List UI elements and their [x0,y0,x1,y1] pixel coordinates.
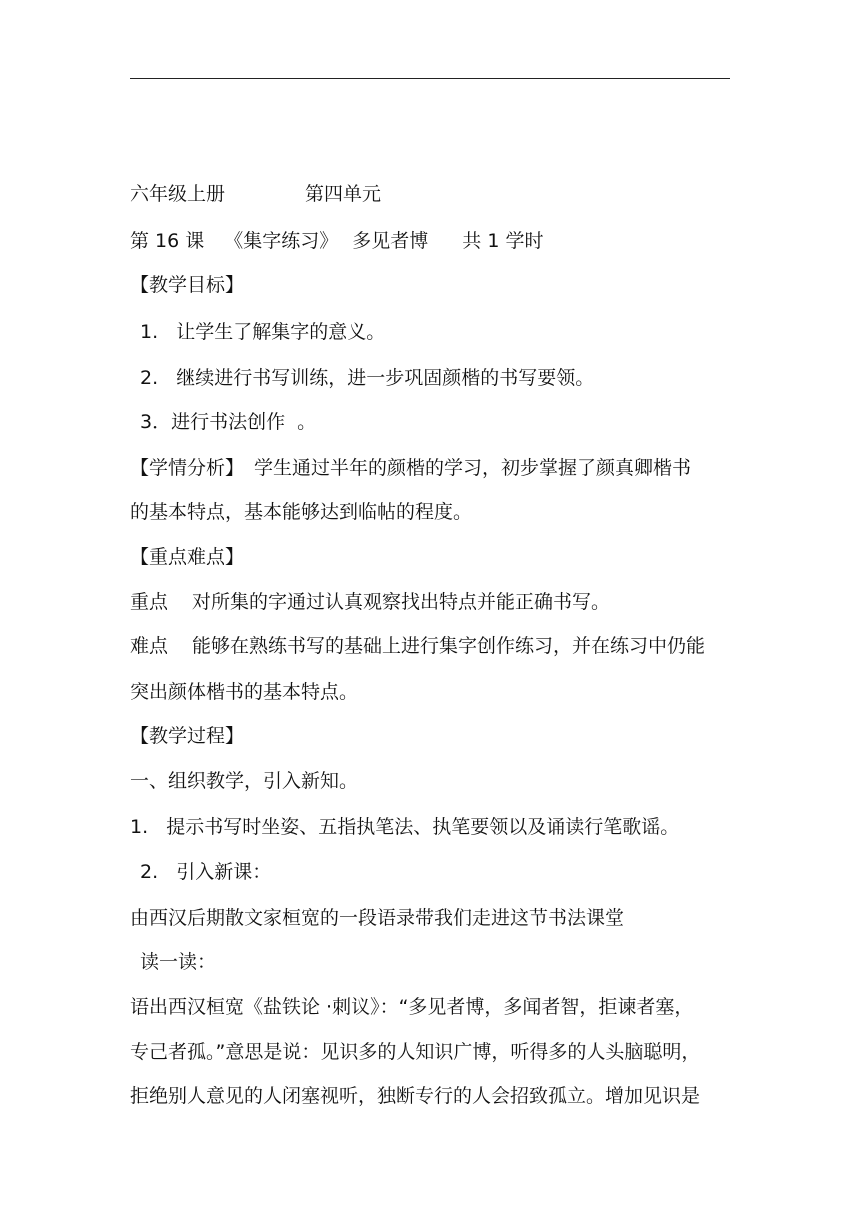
difficulty-text-1: 能够在熟练书写的基础上进行集字创作练习，并在练习中仍能 [192,635,706,657]
lesson-number: 第 16 课 [130,230,205,252]
quote-line-2: 专己者孤。”意思是说：见识多的人知识广博，听得多的人头脑聪明， [130,1041,701,1063]
key-point-line [130,590,610,614]
difficulty-text-2: 突出颜体楷书的基本特点。 [130,681,359,703]
process-item-1: 1. 提示书写时坐姿、五指执笔法、执笔要领以及诵读行笔歌谣。 [130,816,680,838]
lesson-topic: 多见者博 [352,230,429,252]
objectives-heading: 【教学目标】 [130,274,245,296]
analysis-line-1 [130,456,691,480]
header-rule [130,78,730,79]
key-text: 对所集的字通过认真观察找出特点并能正确书写。 [192,591,611,613]
analysis-heading: 【学情分析】 [130,457,245,479]
process-section-1: 一、组织教学，引入新知。 [130,770,359,792]
grade-label: 六年级上册 [130,183,226,205]
analysis-text-1: 学生通过半年的颜楷的学习，初步掌握了颜真卿楷书 [254,457,692,479]
process-item-2: 2. 引入新课： [140,861,272,883]
quote-line-1: 语出西汉桓宽《盐铁论 ·刺议》：“多见者博，多闻者智，拒谏者塞， [130,996,694,1018]
analysis-text-2: 的基本特点，基本能够达到临帖的程度。 [130,501,473,523]
lesson-title: 《集字练习》 [224,230,339,252]
difficulty-label: 难点 [130,635,169,657]
lesson-line [130,229,543,253]
difficulty-line-1 [130,634,705,658]
lesson-hours: 共 1 学时 [462,230,544,252]
read-prompt: 读一读： [140,951,217,973]
key-label: 重点 [130,591,169,613]
unit-label: 第四单元 [305,183,382,205]
objective-item-3: 3．进行书法创作 。 [140,411,317,433]
objective-item-1: 1. 让学生了解集字的意义。 [140,321,386,343]
key-points-heading: 【重点难点】 [130,546,245,568]
objective-item-2: 2. 继续进行书写训练，进一步巩固颜楷的书写要领。 [140,367,595,389]
quote-line-3: 拒绝别人意见的人闭塞视听，独断专行的人会招致孤立。增加见识是 [130,1085,701,1107]
process-heading: 【教学过程】 [130,725,245,747]
process-intro: 由西汉后期散文家桓宽的一段语录带我们走进这节书法课堂 [130,907,625,929]
grade-unit-line [130,182,381,206]
